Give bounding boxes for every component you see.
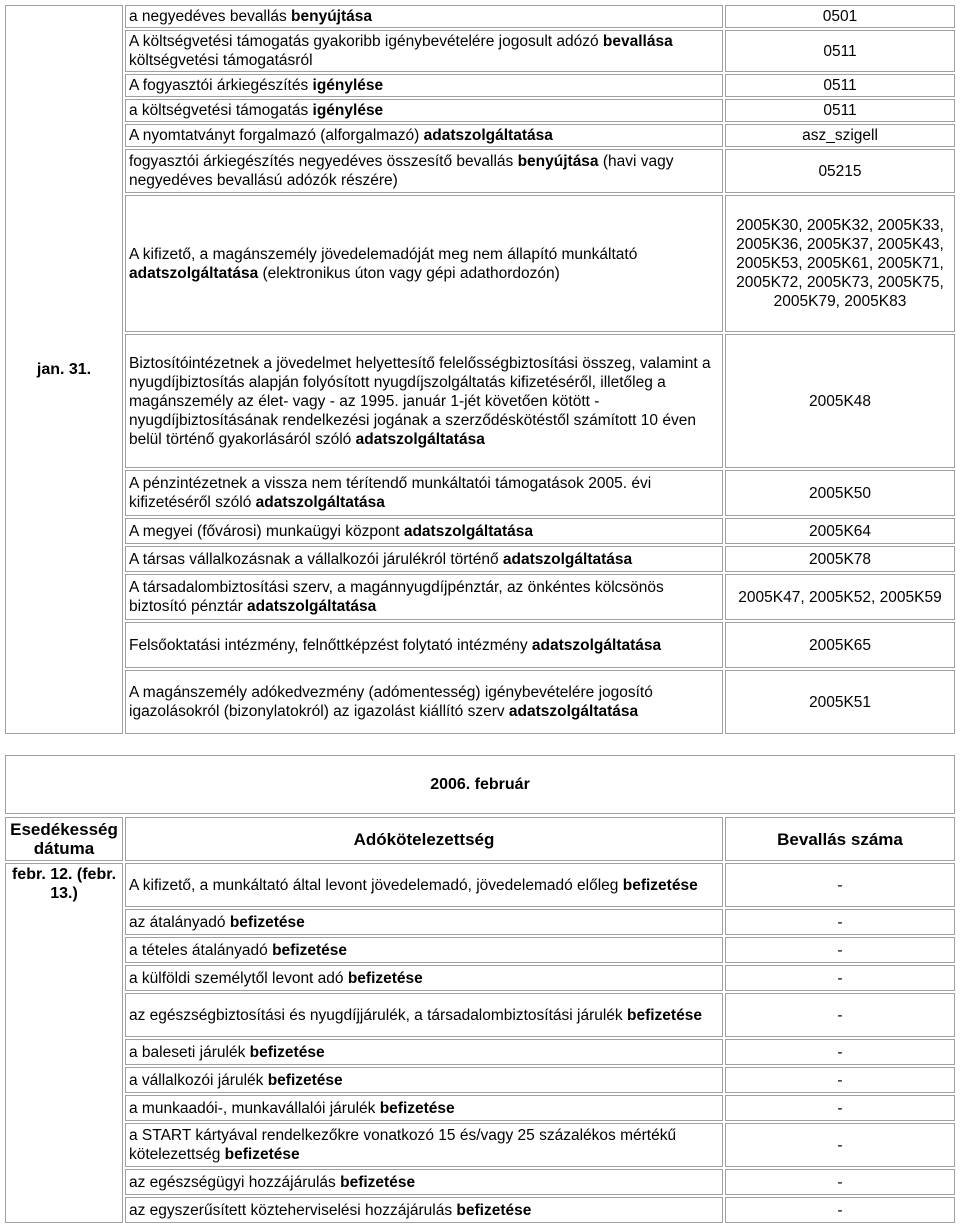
month-heading: 2006. február [5,755,955,814]
description-text: A nyomtatványt forgalmazó (alforgalmazó) [129,127,424,144]
table-row [5,30,955,72]
return-number-cell: 2005K65 [725,622,955,668]
obligation-cell [125,1197,723,1223]
return-number-cell: asz_szigell [725,124,955,147]
obligation-cell [125,5,723,28]
table-row [5,149,955,193]
keyword-text: befizetése [249,1043,325,1061]
description-text: az egészségügyi hozzájárulás [129,1173,341,1191]
description-text: a START kártyával rendelkezőkre vonatkozó 15 és/vagy 25 százalékos mértékű kötelezettség [129,1127,677,1163]
return-number-cell: 0511 [725,99,955,122]
table-row [5,863,955,907]
obligation-cell [125,149,723,193]
description-text: a tételes átalányadó [129,941,273,959]
table-row [5,965,955,991]
table-row [5,670,955,734]
obligation-cell [125,622,723,668]
return-number-cell: 2005K48 [725,334,955,468]
keyword-text: igénylése [312,102,384,119]
description-text: A költségvetési támogatás gyakoribb igénybevételére jogosult adózó [129,33,603,50]
obligation-cell [125,1123,723,1167]
return-number-cell: - [725,1095,955,1121]
obligation-cell [125,965,723,991]
description-text: A kifizető, a munkáltató által levont jövedelemadó, jövedelemadó előleg [129,876,623,894]
keyword-text: adatszolgáltatása [502,550,633,568]
description-text: A fogyasztói árkiegészítés [129,77,313,94]
table-row [5,546,955,572]
return-number-cell: 2005K51 [725,670,955,734]
description-text: a munkaadói-, munkavállalói járulék [129,1099,380,1117]
table-row [5,937,955,963]
keyword-text: adatszolgáltatása [403,522,534,540]
keyword-text: befizetése [272,941,348,959]
description-text: A kifizető, a magánszemély jövedelemadóját meg nem állapító munkáltató [129,245,638,263]
description-text: Felsőoktatási intézmény, felnőttképzést folytató intézmény [129,636,532,654]
keyword-text: adatszolgáltatása [129,264,259,282]
return-number-cell: 2005K78 [725,546,955,572]
obligation-cell [125,546,723,572]
due-date-cell: jan. 31. [5,5,123,734]
description-text: A társas vállalkozásnak a vállalkozói járulékról történő [129,550,503,568]
description-text: a negyedéves bevallás [129,8,292,25]
keyword-text: benyújtása [291,8,372,25]
description-text: Biztosítóintézetnek a jövedelmet helyettesítő felelősségbiztosítási összeg, valamint a nyugdíjbiztosítás alapján folyósított nyugdíjszolgáltatás kifizetéséről, illetőleg a magánszemély az élet- vagy - az 1995. január 1-jét követően kötött - nyugdíjbiztosításának rendelkezési jogának a szerződéskötéstől számított 10 éven belül történő gyakorlásáról szóló [129,354,711,448]
obligation-cell [125,99,723,122]
return-number-cell: 2005K50 [725,470,955,516]
return-number-cell: - [725,909,955,935]
description-text: A társadalombiztosítási szerv, a magánnyugdíjpénztár, az önkéntes kölcsönös biztosító pénztár [129,579,664,615]
header-due-date: Esedékesség dátuma [5,817,123,861]
keyword-text: igénylése [312,77,384,94]
obligation-cell [125,1067,723,1093]
obligation-cell [125,74,723,97]
keyword-text: bevallása [602,33,673,50]
description-text: A magánszemély adókedvezmény (adómentesség) igénybevételére jogosító igazolásokról (bizonylatokról) az igazolást kiállító szerv [129,684,653,720]
table-row [5,993,955,1037]
obligation-cell [125,909,723,935]
february-obligations-table [3,815,957,1225]
description-text: a költségvetési támogatás [129,102,313,119]
return-number-cell: - [725,1169,955,1195]
description-text: A megyei (fővárosi) munkaügyi központ [129,522,404,540]
description-text: fogyasztói árkiegészítés negyedéves összesítő bevallás [129,153,518,170]
obligation-cell [125,670,723,734]
keyword-text: adatszolgáltatása [247,598,377,615]
keyword-text: befizetése [229,913,305,931]
table-row [5,124,955,147]
table-row [5,622,955,668]
return-number-cell: - [725,965,955,991]
description-text: a vállalkozói járulék [129,1071,268,1089]
table-row [5,5,955,28]
obligation-cell [125,993,723,1037]
description-text: a baleseti járulék [129,1043,250,1061]
return-number-cell: - [725,937,955,963]
table-row [5,470,955,516]
table-row [5,909,955,935]
return-number-cell: - [725,1039,955,1065]
obligation-cell [125,470,723,516]
return-number-cell: 0511 [725,74,955,97]
table-row [5,334,955,468]
return-number-cell: - [725,1197,955,1223]
keyword-text: benyújtása [517,153,599,170]
obligation-cell [125,30,723,72]
table-row [5,1067,955,1093]
obligation-cell [125,124,723,147]
keyword-text: adatszolgáltatása [255,494,385,511]
return-number-cell: 2005K64 [725,518,955,544]
keyword-text: befizetése [340,1173,416,1191]
table-row [5,99,955,122]
obligation-cell [125,574,723,620]
keyword-text: befizetése [267,1071,343,1089]
table-row [5,1123,955,1167]
keyword-text: befizetése [622,876,698,894]
obligation-cell [125,195,723,332]
january-obligations-table [3,3,957,736]
keyword-text: adatszolgáltatása [531,636,662,654]
table-row [5,518,955,544]
keyword-text: adatszolgáltatása [355,430,485,448]
obligation-cell [125,334,723,468]
table-row [5,1095,955,1121]
keyword-text: befizetése [347,969,423,987]
keyword-text: befizetése [224,1146,300,1163]
obligation-cell [125,1095,723,1121]
description-text: (elektronikus úton vagy gépi adathordozón) [258,264,560,282]
return-number-cell: - [725,993,955,1037]
description-text: az átalányadó [129,913,230,931]
table-row [5,1197,955,1223]
return-number-cell: - [725,863,955,907]
table-row [5,574,955,620]
description-text: a külföldi személytől levont adó [129,969,348,987]
keyword-text: befizetése [379,1099,455,1117]
obligation-cell [125,863,723,907]
description-text: költségvetési támogatásról [129,52,313,69]
table-row [5,1169,955,1195]
table-header-row [5,817,955,861]
return-number-cell: 05215 [725,149,955,193]
return-number-cell: 0511 [725,30,955,72]
keyword-text: adatszolgáltatása [423,127,553,144]
return-number-cell: 2005K47, 2005K52, 2005K59 [725,574,955,620]
obligation-cell [125,937,723,963]
return-number-cell: - [725,1123,955,1167]
return-number-cell: 2005K30, 2005K32, 2005K33, 2005K36, 2005K37, 2005K43, 2005K53, 2005K61, 2005K71, 2005K72, 2005K73, 2005K75, 2005K79, 2005K83 [725,195,955,332]
return-number-cell: 0501 [725,5,955,28]
obligation-cell [125,518,723,544]
table-row [5,1039,955,1065]
return-number-cell: - [725,1067,955,1093]
header-return-number: Bevallás száma [725,817,955,861]
month-heading-table [3,753,957,816]
description-text: az egészségbiztosítási és nyugdíjjárulék, a társadalombiztosítási járulék [129,1006,627,1024]
table-row [5,195,955,332]
due-date-cell: febr. 12. (febr. 13.) [5,863,123,1223]
description-text: az egyszerűsített közteherviselési hozzájárulás [129,1201,457,1219]
keyword-text: befizetése [626,1006,702,1024]
table-row [5,74,955,97]
keyword-text: befizetése [456,1201,532,1219]
description-text: (havi vagy negyedéves bevallású adózók részére) [129,153,674,189]
keyword-text: adatszolgáltatása [508,703,639,720]
header-obligation: Adókötelezettség [125,817,723,861]
obligation-cell [125,1169,723,1195]
obligation-cell [125,1039,723,1065]
description-text: A pénzintézetnek a vissza nem térítendő munkáltatói támogatások 2005. évi kifizetéséről szóló [129,475,652,511]
